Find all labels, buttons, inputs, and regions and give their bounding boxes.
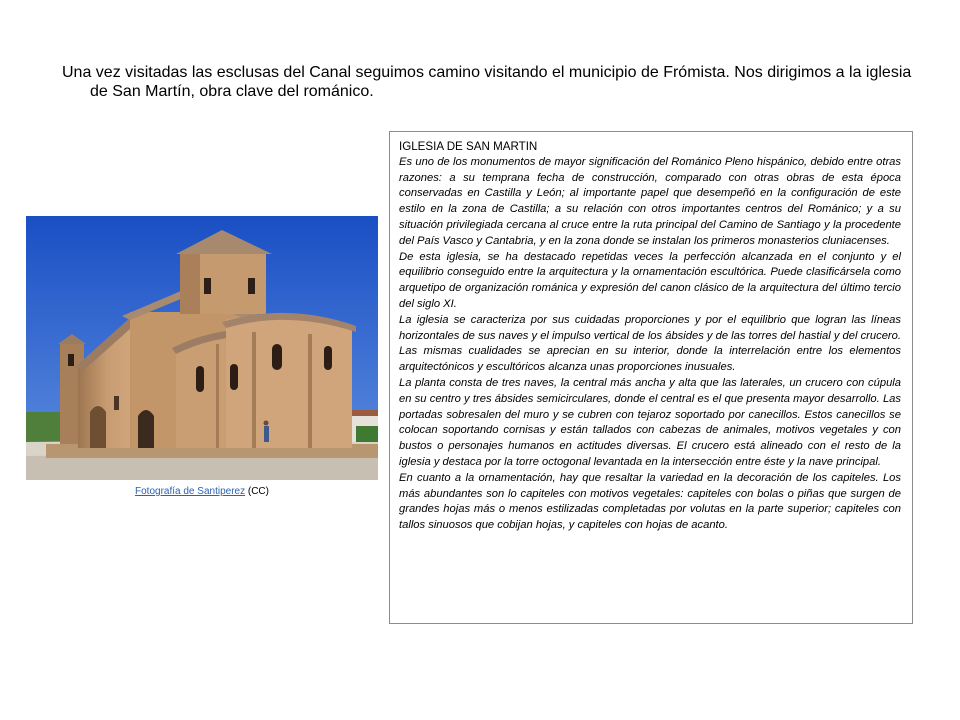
article-paragraph-3: La iglesia se caracteriza por sus cuidadas proporciones y por el equilibrio que logran las líneas horizontales de sus naves y el impulso vertical de los ábsides y de las torres del hastial y del crucero. Las mismas cualidades se aprecian en su interior, donde la interrelación entre los elementos arquitectónicos y escultóricos alcanza unas proporciones inusuales. [399, 313, 901, 374]
article-title: IGLESIA DE SAN MARTIN [399, 140, 538, 153]
article-paragraph-5: En cuanto a la ornamentación, hay que resaltar la variedad en la decoración de los capiteles. Los más abundantes son lo capiteles con motivos vegetales: capiteles con bolas o piñas que surgen de grandes hojas más o menos estilizadas completadas por volutas en la parte superior; capiteles con tallos sinuosos que cobijan hojas, y capiteles con hojas de acanto. [399, 471, 901, 532]
article-paragraph-2: De esta iglesia, se ha destacado repetidas veces la perfección alcanzada en el conjunto y el equilibrio conseguido entre la arquitectura y la ornamentación escultórica. Puede clasificársela como arquetipo de organización románica y expresión del canon clásico de la arquitectura del último tercio del siglo XI. [399, 250, 901, 310]
photo-caption [26, 486, 378, 497]
article-paragraph-1: Es uno de los monumentos de mayor significación del Románico Pleno hispánico, debido entre otras razones: a su temprana fecha de construcción, comparado con otras obras de esta época conservadas en Castilla y León; al importante papel que desempeñó en la configuración de este estilo en la zona de Castilla; a su relación con otros importantes centros del Románico; y a su situación privilegiada cercana al cruce entre la ruta principal del Camino de Santiago y la procedente del País Vasco y Cantabria, y en la zona donde se instalan los primeros monasterios cluniacenses. [399, 155, 901, 247]
article-paragraph-4: La planta consta de tres naves, la central más ancha y alta que las laterales, un crucero con cúpula en su centro y tres ábsides semicirculares, donde el central es el que presenta mayor desarrollo. Las portadas sobresalen del muro y se cubren con tejaroz soportado por canecillos. Estos canecillos se colocan soportando cornisas y están tallados con cabezas de animales, motivos vegetales y con bustos o personajes humanos en actitudes diversas. El crucero está alineado con el resto de la iglesia y destaca por la torre octogonal levantada en la intersección entre éste y la nave principal. [399, 376, 901, 468]
church-photo [26, 216, 378, 480]
license-label: (CC) [245, 486, 269, 497]
intro-paragraph: Una vez visitadas las esclusas del Canal seguimos camino visitando el municipio de Frómista. Nos dirigimos a la iglesia de San Martín, obra clave del románico. [62, 64, 912, 100]
article-box [389, 131, 913, 624]
photo-credit-link[interactable]: Fotografía de Santiperez [135, 486, 246, 497]
